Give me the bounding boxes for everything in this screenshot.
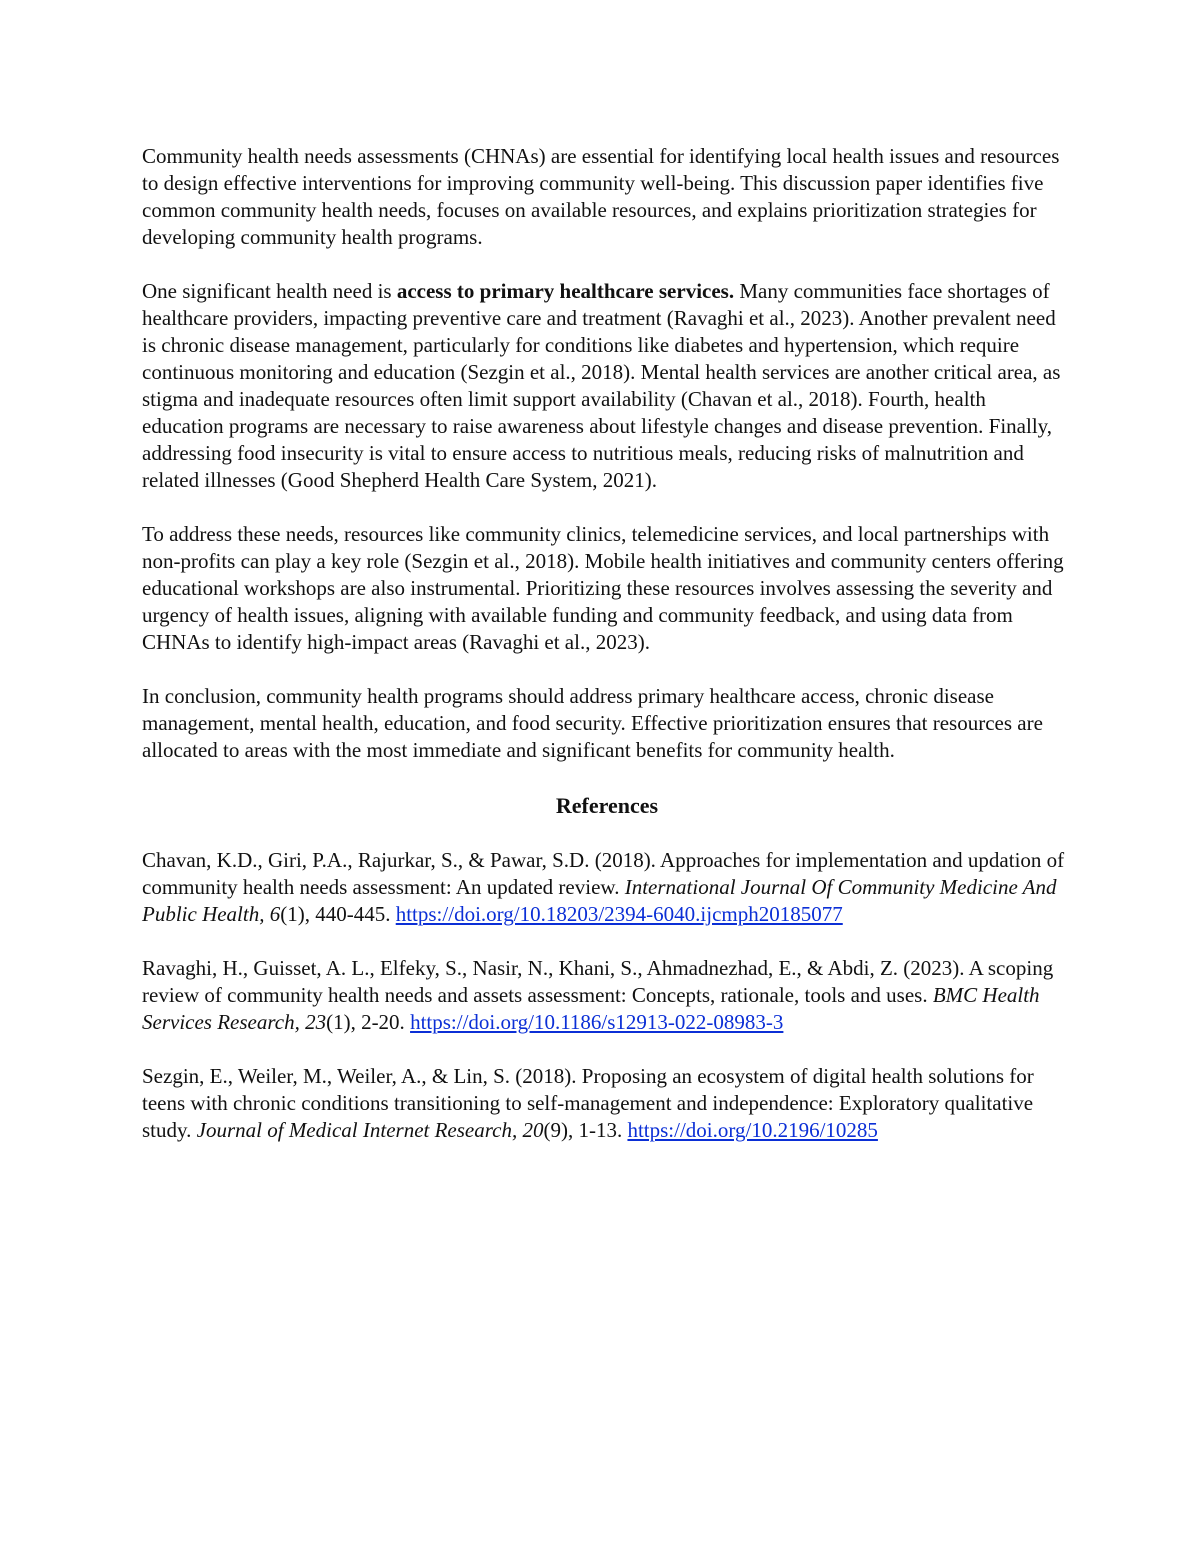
health-needs-emphasis: access to primary healthcare services. <box>396 279 735 303</box>
reference-citation: Chavan, K.D., Giri, P.A., Rajurkar, S., & Pawar, S.D. (2018). Approaches for implementation and updation of community health needs assessment: An updated review. <box>142 848 1065 899</box>
reference-item <box>142 847 1072 928</box>
reference-journal: BMC Health Services Research, 23 <box>142 983 1040 1034</box>
health-needs-text-start: One significant health need is <box>142 279 397 303</box>
reference-doi-link[interactable]: https://doi.org/10.18203/2394-6040.ijcmph20185077 <box>395 902 843 926</box>
reference-issue: (9), 1-13. <box>543 1118 628 1142</box>
health-needs-text-rest: Many communities face shortages of healthcare providers, impacting preventive care and treatment (Ravaghi et al., 2023). Another prevalent need is chronic disease management, particularly for conditions like diabetes and hypertension, which require continuous monitoring and education (Sezgin et al., 2018). Mental health services are another critical area, as stigma and inadequate resources often limit support availability (Chavan et al., 2018). Fourth, health education programs are necessary to raise awareness about lifestyle changes and disease prevention. Finally, addressing food insecurity is vital to ensure access to nutritious meals, reducing risks of malnutrition and related illnesses (Good Shepherd Health Care System, 2021). <box>142 279 1061 492</box>
reference-citation: Sezgin, E., Weiler, M., Weiler, A., & Lin, S. (2018). Proposing an ecosystem of digital health solutions for teens with chronic conditions transitioning to self-management and independence: Exploratory qualitative study. <box>142 1064 1034 1142</box>
reference-doi-link[interactable]: https://doi.org/10.2196/10285 <box>627 1118 878 1142</box>
reference-journal: International Journal Of Community Medicine And Public Health, 6 <box>142 875 1057 926</box>
reference-doi-link[interactable]: https://doi.org/10.1186/s12913-022-08983-3 <box>410 1010 784 1034</box>
reference-journal: Journal of Medical Internet Research, 20 <box>196 1118 544 1142</box>
reference-item <box>142 1063 1072 1144</box>
intro-paragraph: Community health needs assessments (CHNAs) are essential for identifying local health issues and resources to design effective interventions for improving community well-being. This discussion paper identifies five common community health needs, focuses on available resources, and explains prioritization strategies for developing community health programs. <box>142 144 1060 249</box>
reference-issue: (1), 440-445. <box>280 902 396 926</box>
health-needs-paragraph <box>142 278 1072 494</box>
reference-item <box>142 955 1072 1036</box>
reference-issue: (1), 2-20. <box>326 1010 411 1034</box>
reference-citation: Ravaghi, H., Guisset, A. L., Elfeky, S., Nasir, N., Khani, S., Ahmadnezhad, E., & Abdi, Z. (2023). A scoping review of community health needs and assets assessment: Concepts, rationale, tools and uses. <box>142 956 1054 1007</box>
references-heading: References <box>555 793 659 818</box>
conclusion-paragraph: In conclusion, community health programs should address primary healthcare access, chronic disease management, mental health, education, and food security. Effective prioritization ensures that resources are allocated to areas with the most immediate and significant benefits for community health. <box>142 684 1043 762</box>
resources-paragraph: To address these needs, resources like community clinics, telemedicine services, and local partnerships with non-profits can play a key role (Sezgin et al., 2018). Mobile health initiatives and community centers offering educational workshops are also instrumental. Prioritizing these resources involves assessing the severity and urgency of health issues, aligning with available funding and community feedback, and using data from CHNAs to identify high-impact areas (Ravaghi et al., 2023). <box>142 522 1064 654</box>
document-page <box>142 143 1072 1171</box>
